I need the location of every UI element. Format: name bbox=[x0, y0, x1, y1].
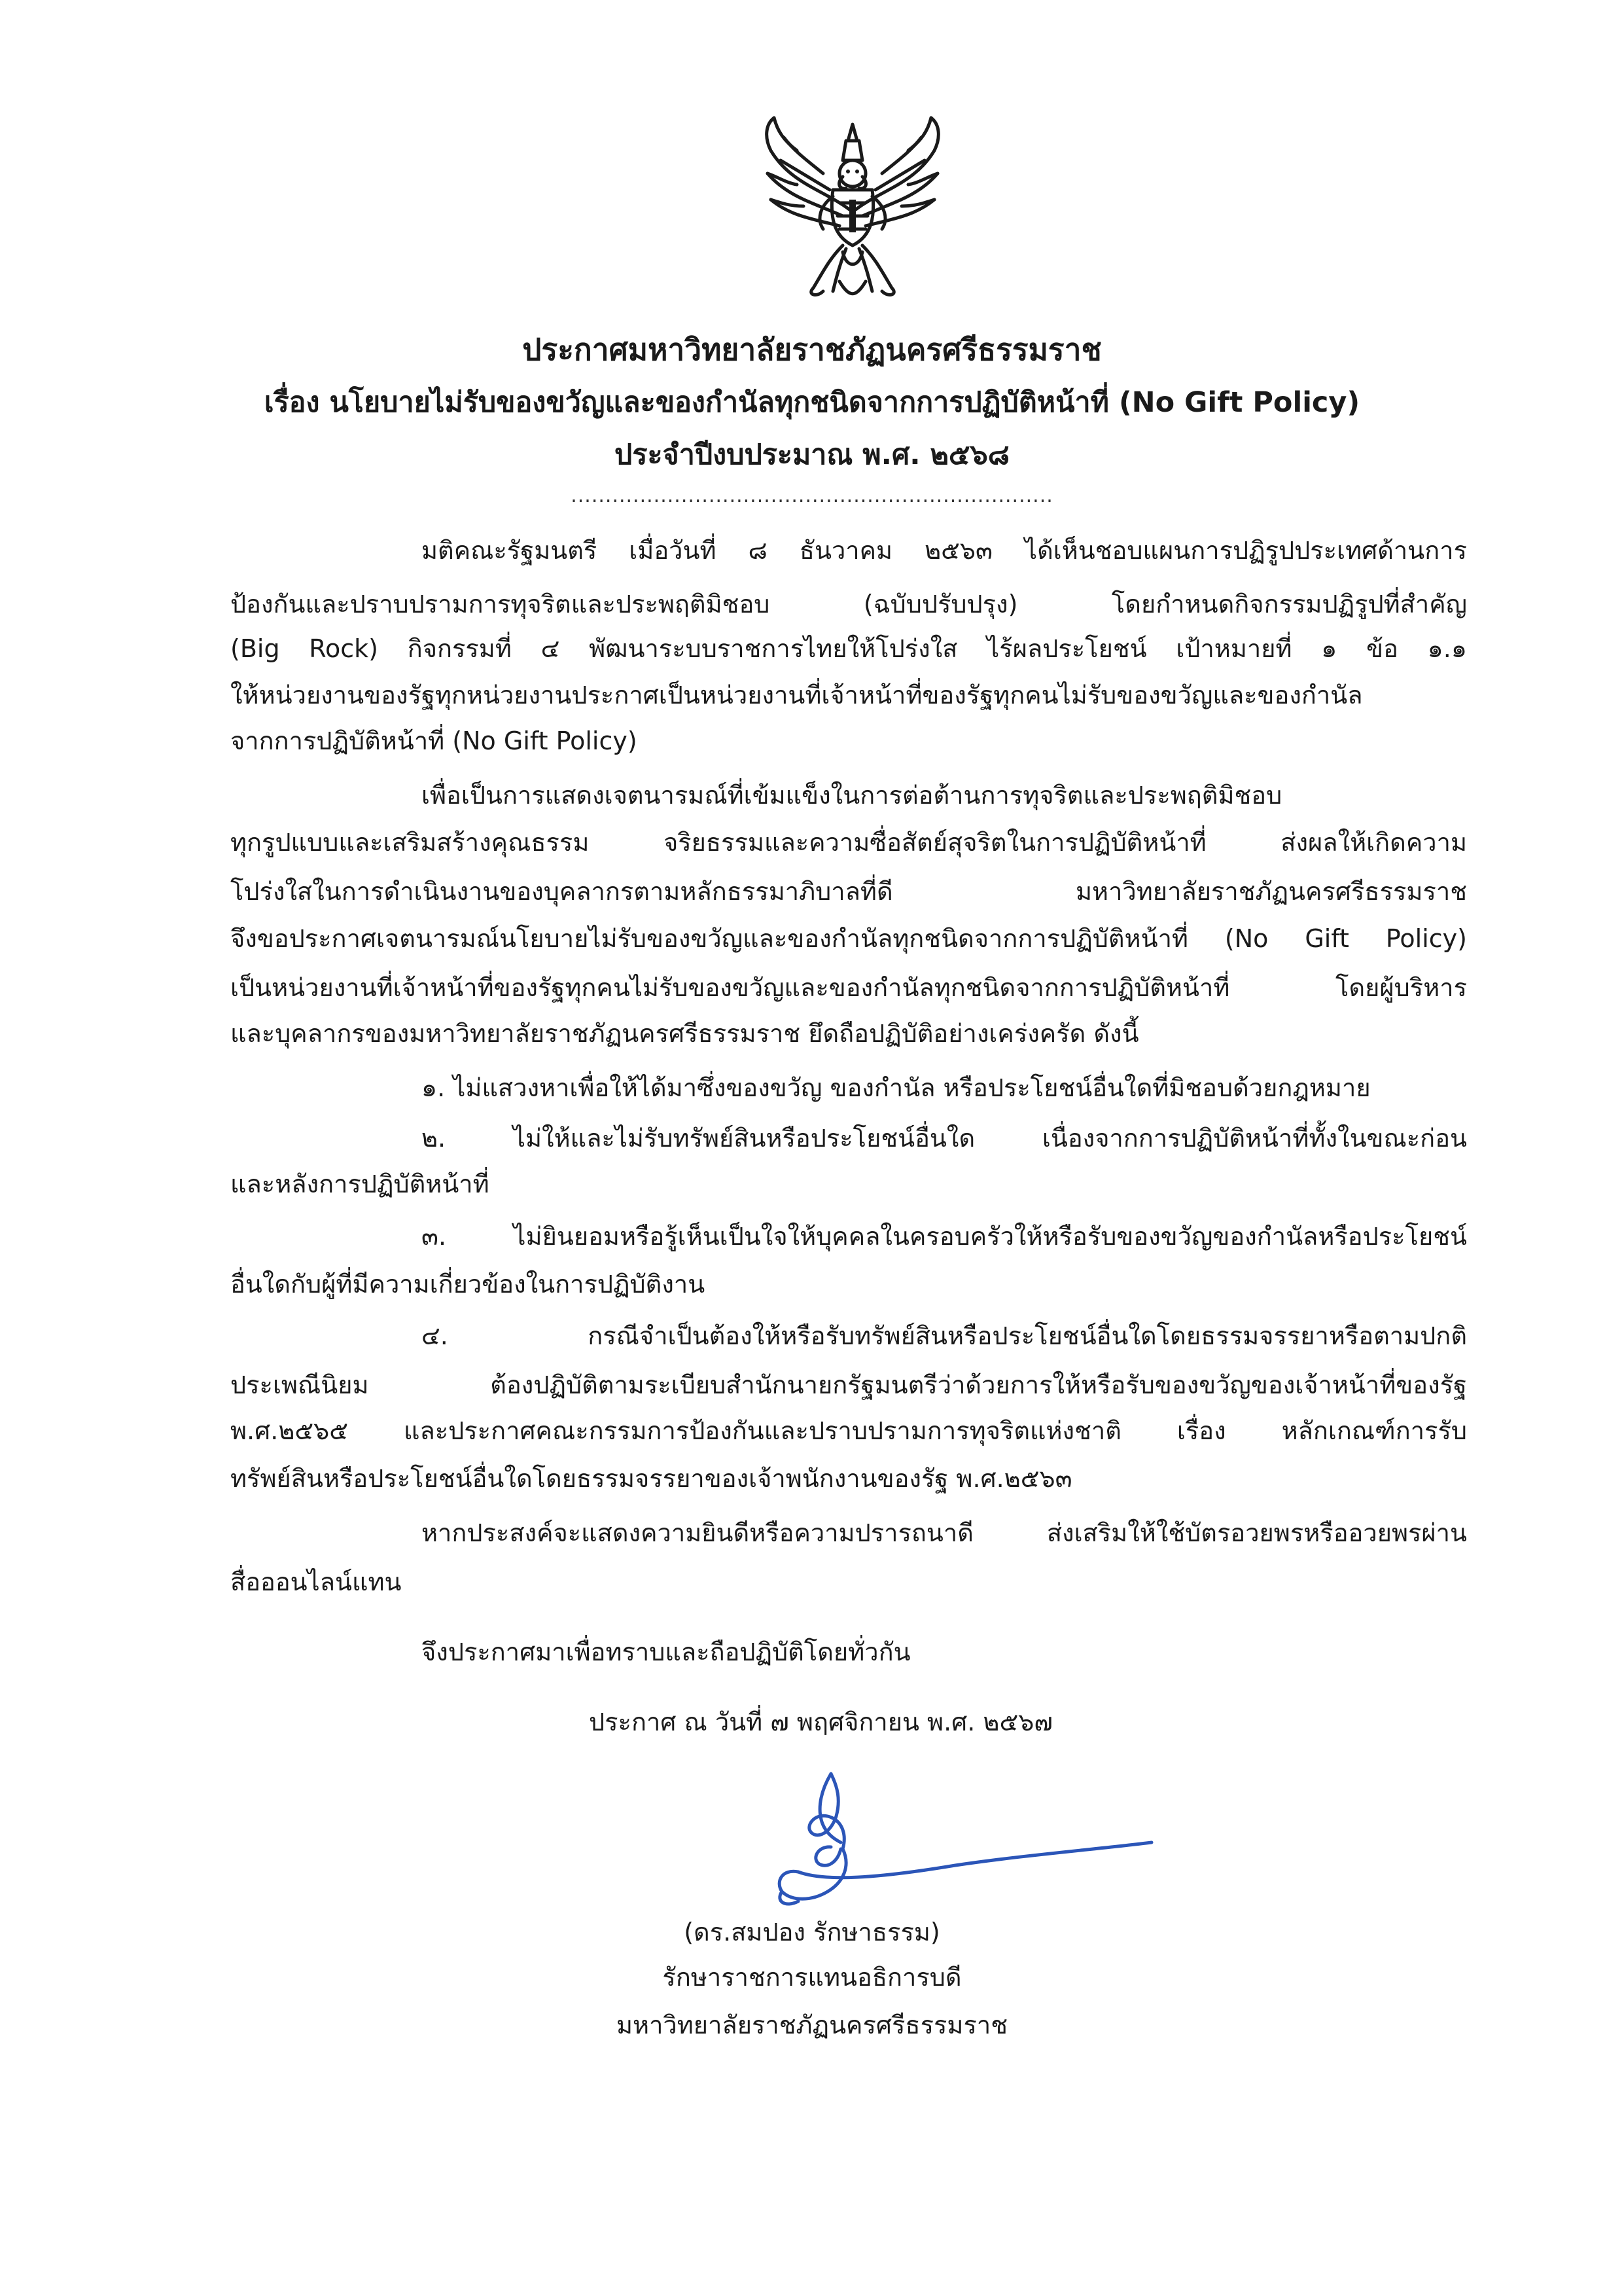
paragraph-2-line: โปร่งใสในการดำเนินงานของบุคลากรตามหลักธรรมาภิบาลที่ดี มหาวิทยาลัยราชภัฏนครศรีธรรมราช bbox=[230, 877, 1467, 906]
signature-image bbox=[759, 1761, 1165, 1931]
announcement-date: ประกาศ ณ วันที่ ๗ พฤศจิกายน พ.ศ. ๒๕๖๗ bbox=[589, 1708, 1053, 1736]
policy-item-4-line: ประเพณีนิยม ต้องปฏิบัติตามระเบียบสำนักนายกรัฐมนตรีว่าด้วยการให้หรือรับของขวัญของเจ้าหน้าที่ของรัฐ bbox=[230, 1371, 1467, 1399]
paragraph-2-line: ทุกรูปแบบและเสริมสร้างคุณธรรม จริยธรรมและความซื่อสัตย์สุจริตในการปฏิบัติหน้าที่ ส่งผลให้เกิดความ bbox=[230, 828, 1467, 857]
policy-item-4-line: พ.ศ.๒๕๖๕ และประกาศคณะกรรมการป้องกันและปราบปรามการทุจริตแห่งชาติ เรื่อง หลักเกณฑ์การรับ bbox=[230, 1416, 1467, 1445]
paragraph-1-line: ให้หน่วยงานของรัฐทุกหน่วยงานประกาศเป็นหน่วยงานที่เจ้าหน้าที่ของรัฐทุกคนไม่รับของขวัญและของกำนัล bbox=[230, 681, 1363, 709]
fiscal-year: ประจำปีงบประมาณ พ.ศ. ๒๕๖๘ bbox=[614, 439, 1010, 471]
policy-item-4-line: ๔. กรณีจำเป็นต้องให้หรือรับทรัพย์สินหรือประโยชน์อื่นใดโดยธรรมจรรยาหรือตามปกติ bbox=[421, 1321, 1467, 1350]
paragraph-2-line: เป็นหน่วยงานที่เจ้าหน้าที่ของรัฐทุกคนไม่รับของขวัญและของกำนัลทุกชนิดจากการปฏิบัติหน้าที่ โดยผู้บริหาร bbox=[230, 973, 1467, 1002]
announcement-title: ประกาศมหาวิทยาลัยราชภัฏนครศรีธรรมราช bbox=[522, 332, 1102, 367]
policy-item-1: ๑. ไม่แสวงหาเพื่อให้ได้มาซึ่งของขวัญ ของกำนัล หรือประโยชน์อื่นใดที่มิชอบด้วยกฎหมาย bbox=[421, 1073, 1371, 1102]
policy-item-2-line: และหลังการปฏิบัติหน้าที่ bbox=[230, 1170, 489, 1198]
paragraph-1-line: (Big Rock) กิจกรรมที่ ๔ พัฒนาระบบราชการไทยให้โปร่งใส ไร้ผลประโยชน์ เป้าหมายที่ ๑ ข้อ ๑.๑ bbox=[230, 634, 1467, 663]
policy-item-2-line: ๒. ไม่ให้และไม่รับทรัพย์สินหรือประโยชน์อื่นใด เนื่องจากการปฏิบัติหน้าที่ทั้งในขณะก่อน bbox=[421, 1124, 1467, 1153]
paragraph-1-line: ป้องกันและปราบปรามการทุจริตและประพฤติมิชอบ (ฉบับปรับปรุง) โดยกำหนดกิจกรรมปฏิรูปที่สำคัญ bbox=[230, 590, 1467, 619]
policy-item-4-line: ทรัพย์สินหรือประโยชน์อื่นใดโดยธรรมจรรยาของเจ้าพนักงานของรัฐ พ.ศ.๒๕๖๓ bbox=[230, 1464, 1072, 1493]
announcement-subject: เรื่อง นโยบายไม่รับของขวัญและของกำนัลทุกชนิดจากการปฏิบัติหน้าที่ (No Gift Policy) bbox=[264, 386, 1360, 419]
signatory-organization: มหาวิทยาลัยราชภัฏนครศรีธรรมราช bbox=[616, 2011, 1008, 2039]
paragraph-3-line: สื่อออนไลน์แทน bbox=[230, 1568, 402, 1596]
paragraph-3-line: หากประสงค์จะแสดงความยินดีหรือความปรารถนาดี ส่งเสริมให้ใช้บัตรอวยพรหรืออวยพรผ่าน bbox=[421, 1518, 1467, 1547]
paragraph-2-line: และบุคลากรของมหาวิทยาลัยราชภัฏนครศรีธรรมราช ยึดถือปฏิบัติอย่างเคร่งครัด ดังนี้ bbox=[230, 1019, 1139, 1048]
title-separator: ...................................................................... bbox=[571, 484, 1053, 507]
paragraph-2-line: จึงขอประกาศเจตนารมณ์นโยบายไม่รับของขวัญและของกำนัลทุกชนิดจากการปฏิบัติหน้าที่ (No Gift Policy) bbox=[230, 924, 1467, 953]
signatory-position: รักษาราชการแทนอธิการบดี bbox=[662, 1963, 962, 1992]
garuda-emblem-icon bbox=[751, 111, 954, 308]
closing-statement: จึงประกาศมาเพื่อทราบและถือปฏิบัติโดยทั่วกัน bbox=[421, 1638, 911, 1666]
paragraph-1-line: มติคณะรัฐมนตรี เมื่อวันที่ ๘ ธันวาคม ๒๕๖๓ ได้เห็นชอบแผนการปฏิรูปประเทศด้านการ bbox=[421, 536, 1467, 565]
policy-item-3-line: อื่นใดกับผู้ที่มีความเกี่ยวข้องในการปฏิบัติงาน bbox=[230, 1270, 705, 1299]
policy-item-3-line: ๓. ไม่ยินยอมหรือรู้เห็นเป็นใจให้บุคคลในครอบครัวให้หรือรับของขวัญของกำนัลหรือประโยชน์ bbox=[421, 1222, 1467, 1251]
signatory-name: (ดร.สมปอง รักษาธรรม) bbox=[684, 1918, 940, 1946]
paragraph-2-line: เพื่อเป็นการแสดงเจตนารมณ์ที่เข้มแข็งในการต่อต้านการทุจริตและประพฤติมิชอบ bbox=[421, 781, 1282, 810]
paragraph-1-line: จากการปฏิบัติหน้าที่ (No Gift Policy) bbox=[230, 726, 637, 755]
